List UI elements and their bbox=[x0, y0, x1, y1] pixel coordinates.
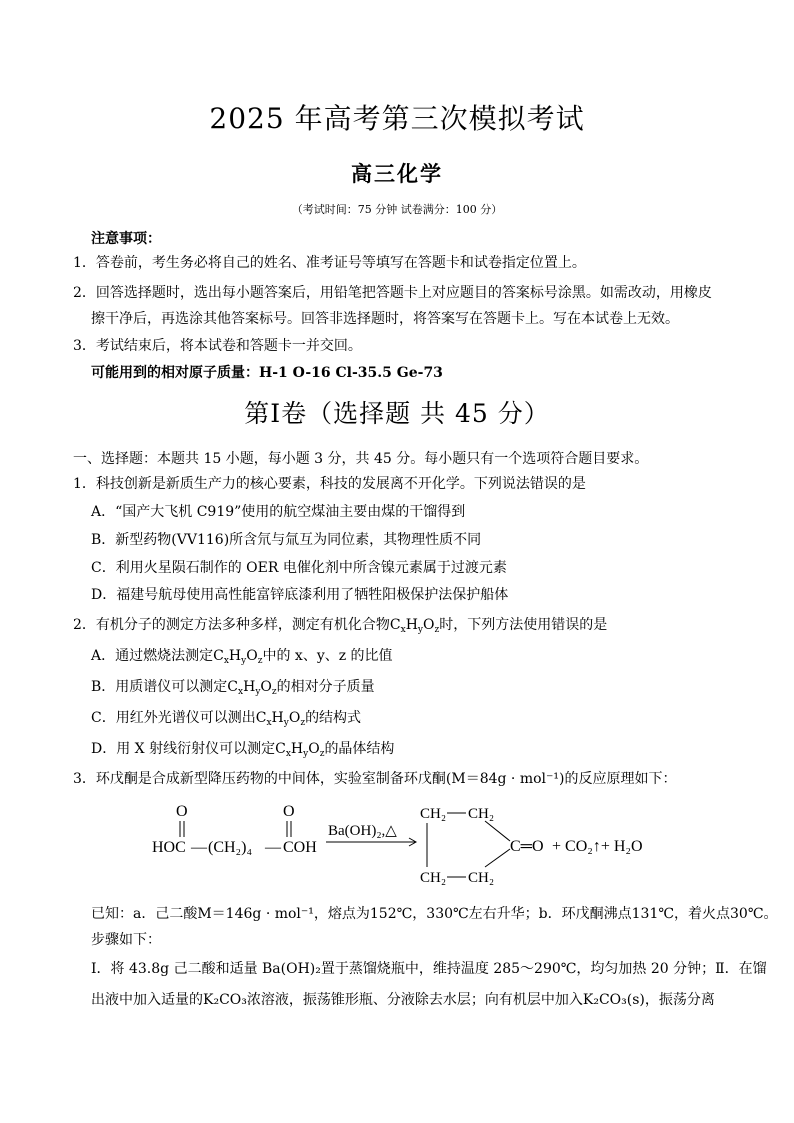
formula-cxhyoz: $C_xH_yO_z$ bbox=[275, 741, 325, 759]
coh-group: COH bbox=[283, 839, 317, 856]
ring-ch2-top-left: CH₂ bbox=[420, 806, 447, 822]
question-1-stem: 1．科技创新是新质生产力的核心要素，科技的发展离不开化学。下列说法错误的是 bbox=[73, 476, 586, 492]
bond-dash-left: — bbox=[191, 839, 207, 856]
ch2-4-chain: (CH₂)₄ bbox=[208, 839, 253, 856]
formula-cxhyoz: $C_xH_yO_z$ bbox=[227, 679, 277, 697]
carbonyl-oxygen-right: O bbox=[283, 803, 295, 820]
bond-dash-right: — bbox=[265, 839, 281, 856]
question-1-option-b: B．新型药物(VV116)所含氘与氚互为同位素，其物理性质不同 bbox=[91, 532, 482, 548]
ring-carbonyl: C═O bbox=[510, 838, 544, 855]
note-item-2: 2．回答选择题时，选出每小题答案后，用铅笔把答题卡上对应题目的答案标号涂黑。如需改动，用橡皮 bbox=[73, 285, 712, 301]
ring-ch2-bottom-right: CH₂ bbox=[468, 870, 495, 886]
ring-ch2-bottom-left: CH₂ bbox=[420, 870, 447, 886]
note-item-3: 3．考试结束后，将本试卷和答题卡一并交回。 bbox=[73, 338, 362, 354]
section-title: 第Ⅰ卷（选择题 共 45 分） bbox=[244, 399, 550, 428]
formula-cxhyoz: $C_xH_yO_z$ bbox=[389, 617, 440, 635]
other-products: + CO₂↑+ H₂O bbox=[552, 838, 643, 855]
exam-subtitle: 高三化学 bbox=[351, 161, 443, 186]
exam-title: 2025 年高考第三次模拟考试 bbox=[209, 102, 585, 135]
question-2-option-b: B．用质谱仪可以测定$C_xH_yO_z$的相对分子质量 bbox=[91, 679, 375, 697]
note-item-2-continued: 擦干净后，再选涂其他答案标号。回答非选择题时，将答案写在答题卡上。写在本试卷上无效。 bbox=[91, 311, 679, 327]
formula-cxhyoz: $C_xH_yO_z$ bbox=[255, 710, 306, 728]
reaction-equation bbox=[148, 797, 678, 893]
question-1-option-c: C．利用火星陨石制作的 OER 电催化剂中所含镍元素属于过渡元素 bbox=[91, 560, 507, 576]
question-2-stem bbox=[73, 614, 607, 635]
question-3-stem: 3．环戊酮是合成新型降压药物的中间体，实验室制备环戊酮(M＝84g · mol⁻¹)的反应原理如下： bbox=[73, 771, 677, 787]
section-intro: 一、选择题：本题共 15 小题，每小题 3 分，共 45 分。每小题只有一个选项符合题目要求。 bbox=[73, 451, 649, 467]
reaction-condition: Ba(OH)₂,△ bbox=[328, 823, 397, 839]
exam-time-score-info: （考试时间：75 分钟 试卷满分：100 分） bbox=[291, 203, 503, 216]
note-item-1: 1．答卷前，考生务必将自己的姓名、准考证号等填写在答题卡和试卷指定位置上。 bbox=[73, 255, 586, 271]
formula-cxhyoz: $C_xH_yO_z$ bbox=[213, 648, 263, 666]
question-2-option-a: A．通过燃烧法测定$C_xH_yO_z$中的 x、y、z 的比值 bbox=[91, 648, 393, 666]
atomic-masses: 可能用到的相对原子质量：H-1 O-16 Cl-35.5 Ge-73 bbox=[91, 365, 443, 381]
question-3-step-2: 出液中加入适量的K₂CO₃浓溶液，振荡锥形瓶、分液除去水层；向有机层中加入K₂CO₃(s)，振荡分离 bbox=[91, 992, 715, 1008]
question-3-known: 已知：a．己二酸M＝146g · mol⁻¹，熔点为152℃，330℃左右升华；b．环戊酮沸点131℃，着火点30℃。 bbox=[91, 906, 778, 922]
question-2-option-c: C．用红外光谱仪可以测出$C_xH_yO_z$的结构式 bbox=[91, 710, 362, 728]
notes-heading: 注意事项： bbox=[91, 231, 161, 247]
question-2-stem-pre: 2．有机分子的测定方法多种多样，测定有机化合物 bbox=[73, 617, 390, 633]
question-1-option-a: A．“国产大飞机 C919”使用的航空煤油主要由煤的干馏得到 bbox=[91, 504, 466, 520]
hoc-group: HOC bbox=[152, 839, 186, 856]
question-3-steps-label: 步骤如下： bbox=[91, 932, 161, 948]
question-2-stem-post: 时，下列方法使用错误的是 bbox=[439, 617, 608, 633]
question-1-option-d: D．福建号航母使用高性能富锌底漆利用了牺牲阳极保护法保护船体 bbox=[91, 587, 509, 603]
question-3-step-1: Ⅰ．将 43.8g 己二酸和适量 Ba(OH)₂置于蒸馏烧瓶中，维持温度 285～290℃，均匀加热 20 分钟；Ⅱ．在馏 bbox=[91, 961, 767, 977]
question-2-option-d: D．用 X 射线衍射仪可以测定$C_xH_yO_z$的晶体结构 bbox=[91, 741, 395, 759]
carbonyl-oxygen-left: O bbox=[176, 803, 188, 820]
ring-ch2-top-right: CH₂ bbox=[468, 806, 495, 822]
